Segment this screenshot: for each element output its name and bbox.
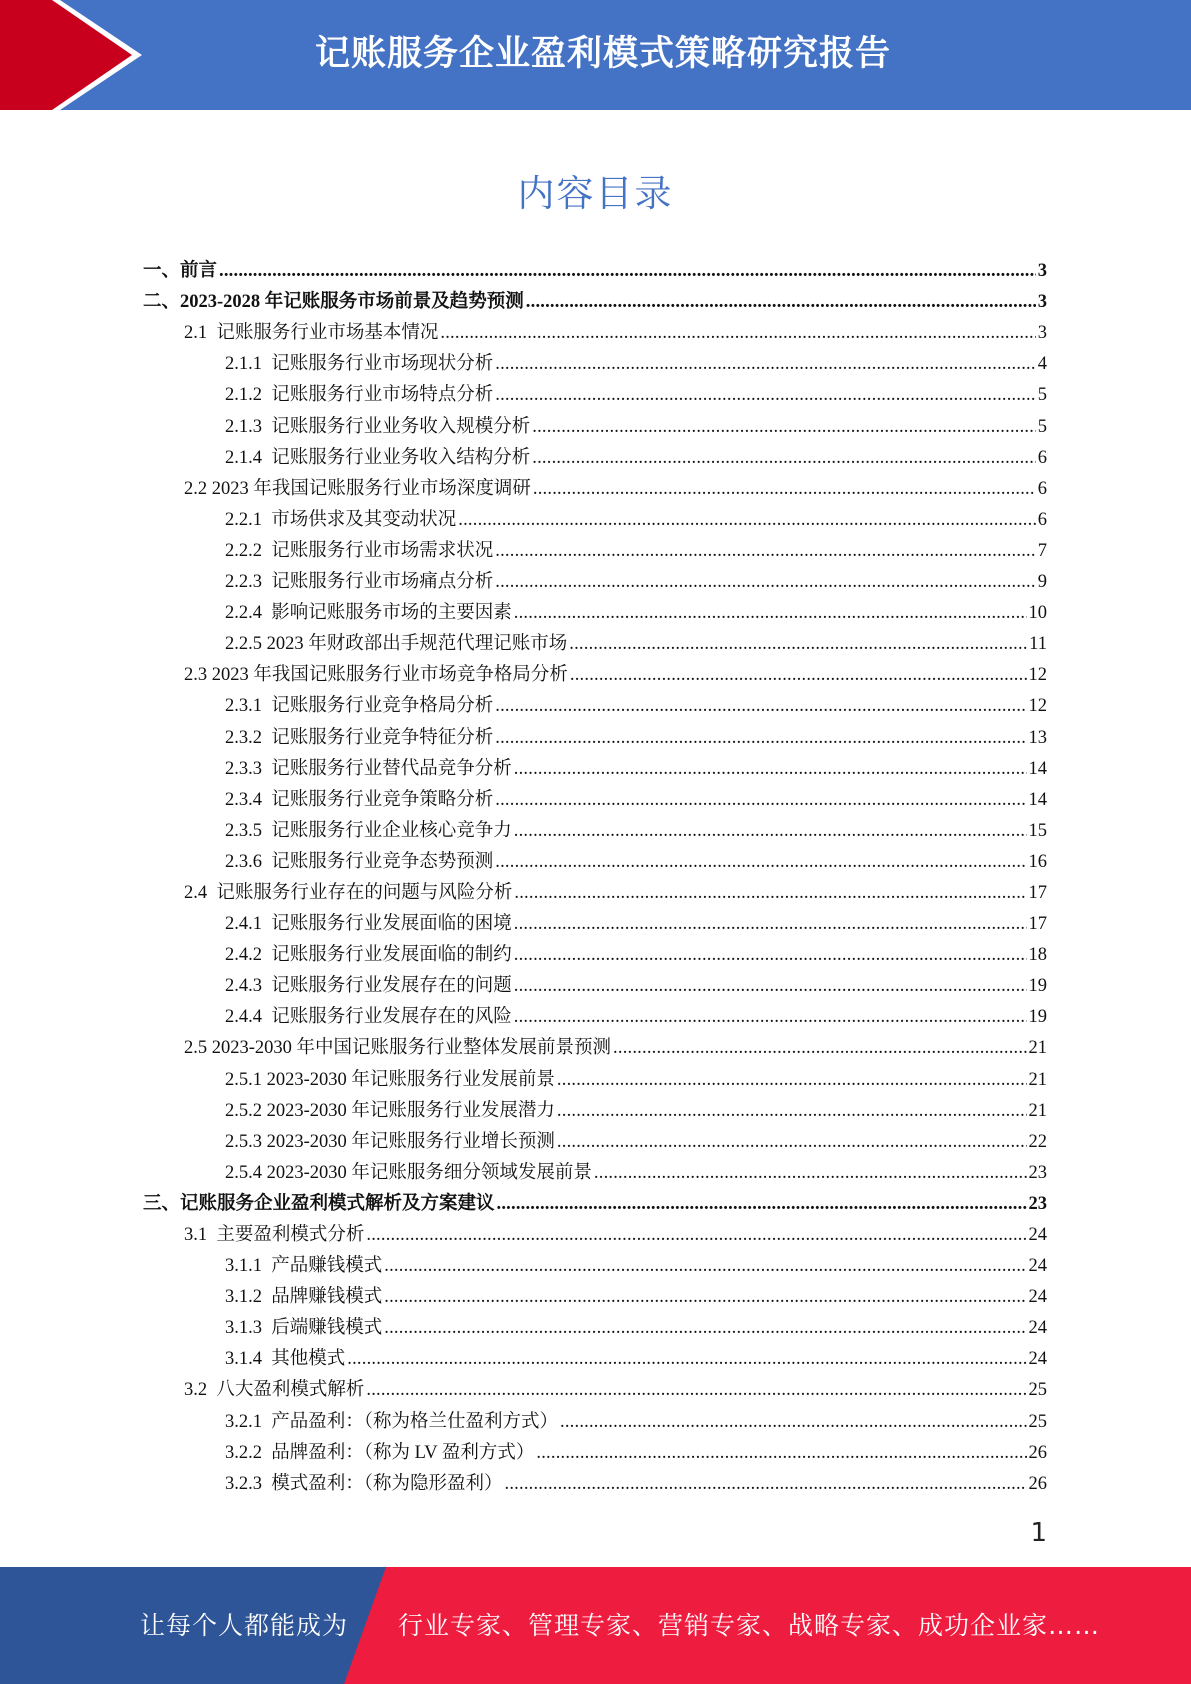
toc-entry[interactable] (143, 253, 1047, 284)
toc-entry[interactable] (143, 875, 1047, 906)
toc-entry-page: 12 (1028, 696, 1047, 717)
toc-entry-page: 3 (1037, 323, 1047, 344)
toc-entry-label: 2.3 2023 年我国记账服务行业市场竞争格局分析 (184, 665, 568, 686)
toc-entry-label: 2.5 2023-2030 年中国记账服务行业整体发展前景预测 (184, 1038, 612, 1059)
dot-leader (557, 1100, 1027, 1122)
toc-entry-page: 21 (1028, 1069, 1047, 1090)
toc-entry-label: 2.5.1 2023-2030 年记账服务行业发展前景 (225, 1069, 555, 1090)
toc-entry-label: 3.1.4 其他模式 (225, 1349, 346, 1370)
toc-entry-label: 2.5.4 2023-2030 年记账服务细分领域发展前景 (225, 1162, 592, 1183)
toc-entry-label: 3.1 主要盈利模式分析 (184, 1225, 365, 1245)
dot-leader (495, 727, 1026, 749)
toc-entry-page: 6 (1037, 509, 1047, 530)
toc-entry-label: 2.2.2 记账服务行业市场需求状况 (225, 540, 494, 561)
toc-entry-label: 2.4 记账服务行业存在的问题与风险分析 (184, 882, 513, 903)
toc-entry-page: 4 (1037, 354, 1047, 375)
dot-leader (533, 478, 1036, 500)
toc-entry-page: 21 (1028, 1100, 1047, 1121)
toc-entry[interactable] (143, 1310, 1047, 1341)
toc-entry-label: 2.3.6 记账服务行业竞争态势预测 (225, 851, 494, 872)
toc-entry-label: 3.1.3 后端赚钱模式 (225, 1318, 383, 1339)
toc-entry-label: 2.4.4 记账服务行业发展存在的风险 (225, 1007, 512, 1028)
toc-entry-page: 16 (1028, 851, 1047, 872)
toc-entry[interactable] (143, 657, 1047, 688)
document-title: 记账服务企业盈利模式策略研究报告 (314, 34, 891, 74)
toc-entry-label: 2.3.5 记账服务行业企业核心竞争力 (225, 820, 512, 841)
toc-entry[interactable] (143, 1186, 1047, 1217)
dot-leader (505, 1473, 1027, 1495)
toc-entry-page: 18 (1028, 945, 1047, 966)
toc-entry-page: 14 (1028, 758, 1047, 779)
toc-entry-page: 23 (1028, 1162, 1047, 1183)
toc-entry-page: 19 (1028, 1007, 1047, 1028)
toc-entry-page: 26 (1028, 1473, 1047, 1494)
toc-entry-label: 3.1.2 品牌赚钱模式 (225, 1287, 383, 1308)
toc-entry[interactable] (143, 968, 1047, 999)
dot-leader (514, 1006, 1027, 1028)
dot-leader (514, 758, 1027, 780)
toc-entry-label: 3.2.3 模式盈利：（称为隐形盈利） (225, 1473, 503, 1494)
toc-entry-label: 2.2.4 影响记账服务市场的主要因素 (225, 603, 512, 624)
toc-entry[interactable] (143, 1466, 1047, 1497)
dot-leader (560, 1411, 1026, 1433)
dot-leader (613, 1037, 1026, 1059)
toc-entry-page: 25 (1028, 1380, 1047, 1401)
toc-entry-page: 21 (1028, 1038, 1047, 1059)
toc-entry-page: 25 (1028, 1411, 1047, 1432)
toc-entry[interactable] (143, 1124, 1047, 1155)
toc-entry-page: 24 (1028, 1349, 1047, 1370)
toc-entry-page: 23 (1028, 1193, 1047, 1214)
toc-entry[interactable] (143, 408, 1047, 439)
header-banner (0, 0, 1191, 110)
dot-leader (440, 322, 1035, 344)
dot-leader (536, 1442, 1026, 1464)
dot-leader (557, 1069, 1027, 1091)
dot-leader (384, 1255, 1026, 1277)
toc-entry-label: 3.2.2 品牌盈利：（称为 LV 盈利方式） (225, 1442, 535, 1463)
dot-leader (495, 851, 1026, 873)
toc-entry[interactable] (143, 1341, 1047, 1372)
toc-entry-label: 一、前言 (143, 261, 218, 282)
toc-entry-page: 3 (1037, 261, 1047, 282)
dot-leader (514, 602, 1027, 624)
toc-entry-label: 2.3.4 记账服务行业竞争策略分析 (225, 789, 494, 810)
table-of-contents (143, 253, 1047, 1497)
toc-entry[interactable] (143, 502, 1047, 533)
toc-entry-label: 二、2023-2028 年记账服务市场前景及趋势预测 (143, 292, 524, 313)
dot-leader (514, 820, 1027, 842)
dot-leader (495, 353, 1035, 375)
toc-entry-page: 12 (1028, 665, 1047, 686)
toc-entry-label: 2.2.5 2023 年财政部出手规范代理记账市场 (225, 634, 568, 655)
toc-entry-label: 2.5.2 2023-2030 年记账服务行业发展潜力 (225, 1100, 555, 1121)
toc-entry-label: 2.5.3 2023-2030 年记账服务行业增长预测 (225, 1131, 555, 1152)
toc-entry-page: 5 (1037, 385, 1047, 406)
toc-entry-page: 6 (1037, 478, 1047, 499)
toc-entry[interactable] (143, 564, 1047, 595)
toc-entry-label: 2.1.1 记账服务行业市场现状分析 (225, 354, 494, 375)
dot-leader (384, 1286, 1026, 1308)
toc-entry[interactable] (143, 1217, 1047, 1248)
dot-leader (594, 1162, 1027, 1184)
toc-entry[interactable] (143, 906, 1047, 937)
toc-entry-label: 2.2.3 记账服务行业市场痛点分析 (225, 572, 494, 593)
toc-entry-label: 2.4.3 记账服务行业发展存在的问题 (225, 976, 512, 997)
toc-entry-label: 2.2.1 市场供求及其变动状况 (225, 509, 457, 530)
dot-leader (495, 695, 1026, 717)
toc-entry[interactable] (143, 813, 1047, 844)
dot-leader (514, 913, 1027, 935)
toc-entry[interactable] (143, 440, 1047, 471)
dot-leader (570, 664, 1027, 686)
toc-entry-label: 2.3.1 记账服务行业竞争格局分析 (225, 696, 494, 717)
toc-entry-page: 24 (1028, 1287, 1047, 1308)
toc-entry-page: 17 (1028, 914, 1047, 935)
toc-entry-page: 24 (1028, 1318, 1047, 1339)
dot-leader (497, 1193, 1027, 1215)
toc-entry[interactable] (143, 782, 1047, 813)
toc-entry-page: 11 (1029, 634, 1047, 655)
dot-leader (495, 789, 1026, 811)
dot-leader (557, 1131, 1027, 1153)
dot-leader (514, 975, 1027, 997)
toc-entry-page: 22 (1028, 1131, 1047, 1152)
dot-leader (569, 633, 1027, 655)
toc-entry-label: 2.1 记账服务行业市场基本情况 (184, 323, 439, 344)
toc-entry[interactable] (143, 1093, 1047, 1124)
dot-leader (366, 1224, 1026, 1246)
toc-entry-page: 14 (1028, 789, 1047, 810)
toc-entry-page: 24 (1028, 1256, 1047, 1277)
footer-slogan-right: 行业专家、管理专家、营销专家、战略专家、成功企业家…… (398, 1611, 1101, 1640)
toc-entry[interactable] (143, 1435, 1047, 1466)
dot-leader (347, 1348, 1026, 1370)
toc-entry[interactable] (143, 1279, 1047, 1310)
toc-entry[interactable] (143, 315, 1047, 346)
toc-entry[interactable] (143, 1155, 1047, 1186)
toc-entry[interactable] (143, 626, 1047, 657)
dot-leader (219, 260, 1036, 282)
toc-entry-label: 2.4.1 记账服务行业发展面临的困境 (225, 914, 512, 935)
toc-entry[interactable] (143, 688, 1047, 719)
toc-entry-page: 5 (1037, 416, 1047, 437)
toc-entry-label: 三、记账服务企业盈利模式解析及方案建议 (143, 1193, 495, 1214)
toc-entry[interactable] (143, 377, 1047, 408)
footer-slogan-left: 让每个人都能成为 (140, 1611, 349, 1640)
dot-leader (514, 944, 1027, 966)
toc-entry-page: 26 (1028, 1442, 1047, 1463)
toc-entry[interactable] (143, 1372, 1047, 1403)
dot-leader (514, 882, 1026, 904)
toc-entry-page: 6 (1037, 447, 1047, 468)
toc-entry-label: 3.1.1 产品赚钱模式 (225, 1256, 383, 1277)
toc-entry-label: 2.1.3 记账服务行业业务收入规模分析 (225, 416, 531, 437)
toc-entry-page: 13 (1028, 727, 1047, 748)
toc-entry[interactable] (143, 533, 1047, 564)
toc-entry[interactable] (143, 1403, 1047, 1434)
dot-leader (384, 1317, 1026, 1339)
toc-entry-page: 17 (1028, 882, 1047, 903)
toc-entry-page: 3 (1037, 292, 1047, 313)
toc-entry-page: 19 (1028, 976, 1047, 997)
dot-leader (532, 447, 1035, 469)
dot-leader (366, 1379, 1026, 1401)
toc-entry-label: 3.2.1 产品盈利：（称为格兰仕盈利方式） (225, 1411, 559, 1432)
toc-entry[interactable] (143, 346, 1047, 377)
toc-entry-page: 24 (1028, 1225, 1047, 1245)
toc-entry[interactable] (143, 284, 1047, 315)
toc-entry-label: 2.4.2 记账服务行业发展面临的制约 (225, 945, 512, 966)
toc-entry[interactable] (143, 999, 1047, 1030)
toc-entry[interactable] (143, 844, 1047, 875)
toc-entry-label: 2.3.3 记账服务行业替代品竞争分析 (225, 758, 512, 779)
toc-entry-page: 7 (1037, 540, 1047, 561)
dot-leader (495, 571, 1035, 593)
toc-entry[interactable] (143, 1248, 1047, 1279)
toc-entry[interactable] (143, 719, 1047, 750)
toc-entry[interactable] (143, 937, 1047, 968)
toc-entry-page: 9 (1037, 572, 1047, 593)
toc-entry[interactable] (143, 1061, 1047, 1092)
page-number: 1 (1030, 1518, 1047, 1548)
toc-entry-label: 2.2 2023 年我国记账服务行业市场深度调研 (184, 478, 531, 499)
toc-entry-label: 2.1.4 记账服务行业业务收入结构分析 (225, 447, 531, 468)
dot-leader (458, 509, 1035, 531)
toc-entry[interactable] (143, 1030, 1047, 1061)
toc-entry-label: 3.2 八大盈利模式解析 (184, 1380, 365, 1401)
toc-entry-label: 2.3.2 记账服务行业竞争特征分析 (225, 727, 494, 748)
dot-leader (495, 384, 1035, 406)
toc-heading: 内容目录 (517, 172, 674, 215)
toc-entry-label: 2.1.2 记账服务行业市场特点分析 (225, 385, 494, 406)
dot-leader (526, 291, 1036, 313)
toc-entry-page: 10 (1028, 603, 1047, 624)
toc-entry[interactable] (143, 595, 1047, 626)
footer-banner (0, 1567, 1191, 1684)
dot-leader (532, 416, 1035, 438)
toc-entry-page: 15 (1028, 820, 1047, 841)
toc-entry[interactable] (143, 471, 1047, 502)
toc-entry[interactable] (143, 751, 1047, 782)
dot-leader (495, 540, 1035, 562)
